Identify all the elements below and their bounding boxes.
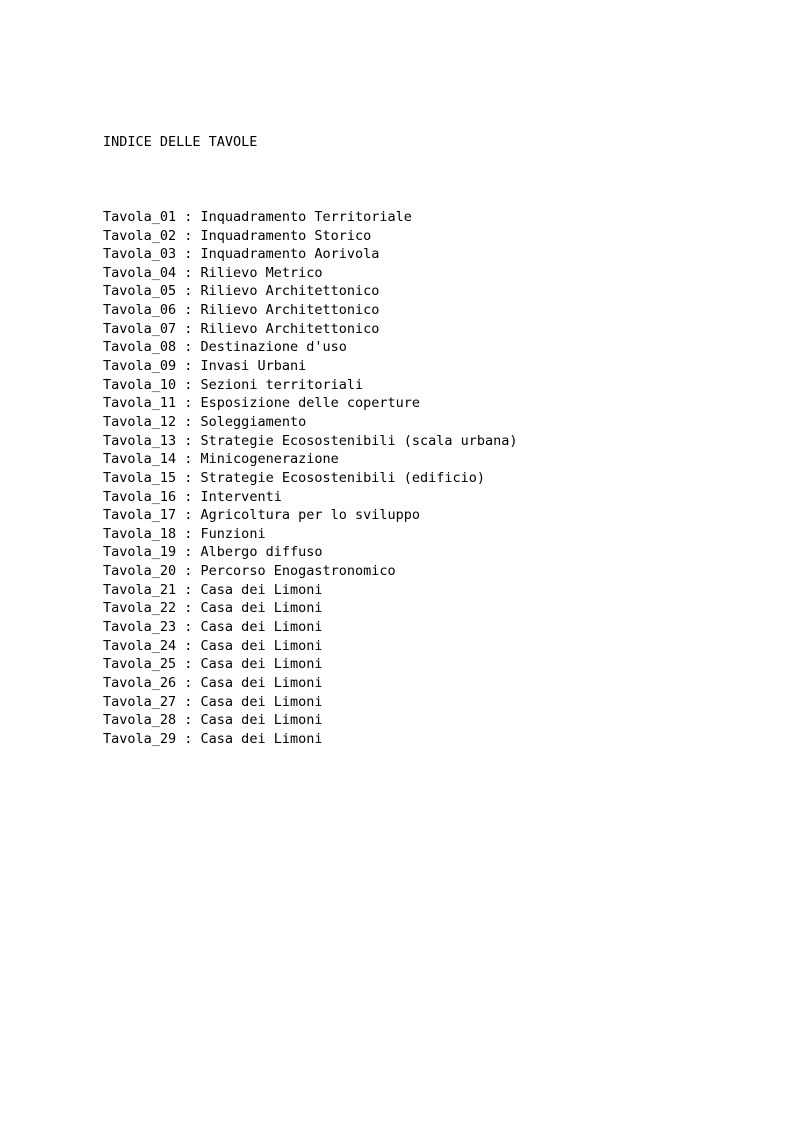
entry-title: Casa dei Limoni bbox=[200, 730, 323, 747]
entry-separator: : bbox=[176, 730, 201, 747]
entry-code: Tavola_06 bbox=[103, 302, 177, 319]
entry-code: Tavola_24 bbox=[103, 637, 177, 654]
entry-title: Agricoltura per lo sviluppo bbox=[200, 507, 420, 524]
entry-code: Tavola_16 bbox=[103, 488, 177, 505]
entry-separator: : bbox=[176, 451, 201, 468]
list-item bbox=[103, 581, 518, 600]
entry-separator: : bbox=[176, 581, 201, 598]
entry-code: Tavola_04 bbox=[103, 264, 177, 281]
list-item bbox=[103, 618, 518, 637]
list-item bbox=[103, 488, 518, 507]
entry-title: Albergo diffuso bbox=[200, 544, 323, 561]
entry-separator: : bbox=[176, 619, 201, 635]
entry-separator: : bbox=[176, 320, 201, 337]
entry-list bbox=[103, 208, 518, 749]
entry-title: Inquadramento Territoriale bbox=[200, 208, 412, 225]
entry-title: Soleggiamento bbox=[200, 413, 307, 430]
entry-code: Tavola_08 bbox=[103, 339, 177, 356]
entry-title: Esposizione delle coperture bbox=[200, 395, 420, 412]
entry-code: Tavola_21 bbox=[103, 581, 177, 598]
entry-title: Inquadramento Storico bbox=[200, 227, 372, 244]
entry-title: Casa dei Limoni bbox=[200, 656, 323, 673]
entry-title: Interventi bbox=[200, 488, 282, 505]
entry-separator: : bbox=[176, 208, 201, 225]
list-item bbox=[103, 376, 518, 395]
entry-code: Tavola_18 bbox=[103, 525, 177, 542]
list-item bbox=[103, 525, 518, 544]
entry-separator: : bbox=[176, 413, 201, 430]
entry-title: Casa dei Limoni bbox=[200, 581, 323, 598]
list-item bbox=[103, 506, 518, 525]
entry-title: Percorso Enogastronomico bbox=[200, 563, 396, 580]
list-item bbox=[103, 208, 518, 227]
entry-code: Tavola_23 bbox=[103, 619, 177, 635]
entry-separator: : bbox=[176, 693, 201, 710]
entry-separator: : bbox=[176, 227, 201, 244]
list-item bbox=[103, 543, 518, 562]
list-item bbox=[103, 413, 518, 432]
list-item bbox=[103, 469, 518, 488]
list-item bbox=[103, 674, 518, 693]
entry-separator: : bbox=[176, 264, 201, 281]
entry-separator: : bbox=[176, 376, 201, 393]
list-item bbox=[103, 264, 518, 283]
entry-separator: : bbox=[176, 544, 201, 561]
entry-code: Tavola_17 bbox=[103, 507, 177, 524]
entry-separator: : bbox=[176, 395, 201, 412]
list-item bbox=[103, 450, 518, 469]
entry-separator: : bbox=[176, 712, 201, 729]
entry-title: Casa dei Limoni bbox=[200, 600, 323, 617]
entry-code: Tavola_03 bbox=[103, 246, 177, 263]
entry-separator: : bbox=[176, 246, 201, 263]
entry-code: Tavola_27 bbox=[103, 693, 177, 710]
entry-title: Invasi Urbani bbox=[200, 358, 307, 375]
entry-separator: : bbox=[176, 432, 201, 449]
entry-separator: : bbox=[176, 563, 201, 580]
list-item bbox=[103, 711, 518, 730]
list-item bbox=[103, 357, 518, 376]
entry-title: Strategie Ecosostenibili (edificio) bbox=[200, 469, 486, 486]
list-item bbox=[103, 693, 518, 712]
entry-code: Tavola_26 bbox=[103, 674, 177, 691]
list-item bbox=[103, 432, 518, 451]
entry-code: Tavola_02 bbox=[103, 227, 177, 244]
entry-separator: : bbox=[176, 302, 201, 319]
list-item bbox=[103, 338, 518, 357]
entry-separator: : bbox=[176, 339, 201, 356]
entry-code: Tavola_10 bbox=[103, 376, 177, 393]
entry-title: Rilievo Architettonico bbox=[200, 283, 380, 300]
entry-code: Tavola_13 bbox=[103, 432, 177, 449]
entry-title: Inquadramento Aorivola bbox=[200, 246, 380, 263]
entry-code: Tavola_20 bbox=[103, 563, 177, 580]
entry-separator: : bbox=[176, 525, 201, 542]
entry-separator: : bbox=[176, 488, 201, 505]
entry-code: Tavola_07 bbox=[103, 320, 177, 337]
entry-title: Minicogenerazione bbox=[200, 451, 339, 468]
entry-title: Rilievo Architettonico bbox=[200, 320, 380, 337]
entry-title: Rilievo Architettonico bbox=[200, 302, 380, 319]
list-item bbox=[103, 282, 518, 301]
list-item bbox=[103, 562, 518, 581]
entry-separator: : bbox=[176, 358, 201, 375]
list-item bbox=[103, 301, 518, 320]
document-body bbox=[103, 96, 518, 786]
entry-title: Rilievo Metrico bbox=[200, 264, 323, 281]
entry-code: Tavola_01 bbox=[103, 208, 177, 225]
entry-code: Tavola_28 bbox=[103, 712, 177, 729]
entry-title: Casa dei Limoni bbox=[200, 693, 323, 710]
entry-title: Strategie Ecosostenibili (scala urbana) bbox=[200, 432, 518, 449]
list-item bbox=[103, 730, 518, 749]
entry-title: Destinazione d'uso bbox=[200, 339, 347, 356]
entry-code: Tavola_25 bbox=[103, 656, 177, 673]
list-item bbox=[103, 599, 518, 618]
entry-separator: : bbox=[176, 637, 201, 654]
document-title: INDICE DELLE TAVOLE bbox=[103, 134, 258, 151]
entry-code: Tavola_12 bbox=[103, 413, 177, 430]
entry-separator: : bbox=[176, 600, 201, 617]
entry-separator: : bbox=[176, 656, 201, 673]
list-item bbox=[103, 655, 518, 674]
entry-title: Sezioni territoriali bbox=[200, 376, 364, 393]
entry-code: Tavola_29 bbox=[103, 730, 177, 747]
entry-title: Casa dei Limoni bbox=[200, 712, 323, 729]
entry-code: Tavola_05 bbox=[103, 283, 177, 300]
entry-code: Tavola_09 bbox=[103, 358, 177, 375]
entry-title: Casa dei Limoni bbox=[200, 619, 323, 635]
list-item bbox=[103, 245, 518, 264]
entry-title: Funzioni bbox=[200, 525, 266, 542]
entry-separator: : bbox=[176, 283, 201, 300]
list-item bbox=[103, 320, 518, 339]
entry-title: Casa dei Limoni bbox=[200, 674, 323, 691]
entry-code: Tavola_19 bbox=[103, 544, 177, 561]
entry-code: Tavola_14 bbox=[103, 451, 177, 468]
list-item bbox=[103, 227, 518, 246]
entry-separator: : bbox=[176, 674, 201, 691]
entry-code: Tavola_22 bbox=[103, 600, 177, 617]
entry-code: Tavola_11 bbox=[103, 395, 177, 412]
list-item bbox=[103, 637, 518, 656]
entry-title: Casa dei Limoni bbox=[200, 637, 323, 654]
entry-separator: : bbox=[176, 507, 201, 524]
entry-separator: : bbox=[176, 469, 201, 486]
list-item bbox=[103, 394, 518, 413]
entry-code: Tavola_15 bbox=[103, 469, 177, 486]
